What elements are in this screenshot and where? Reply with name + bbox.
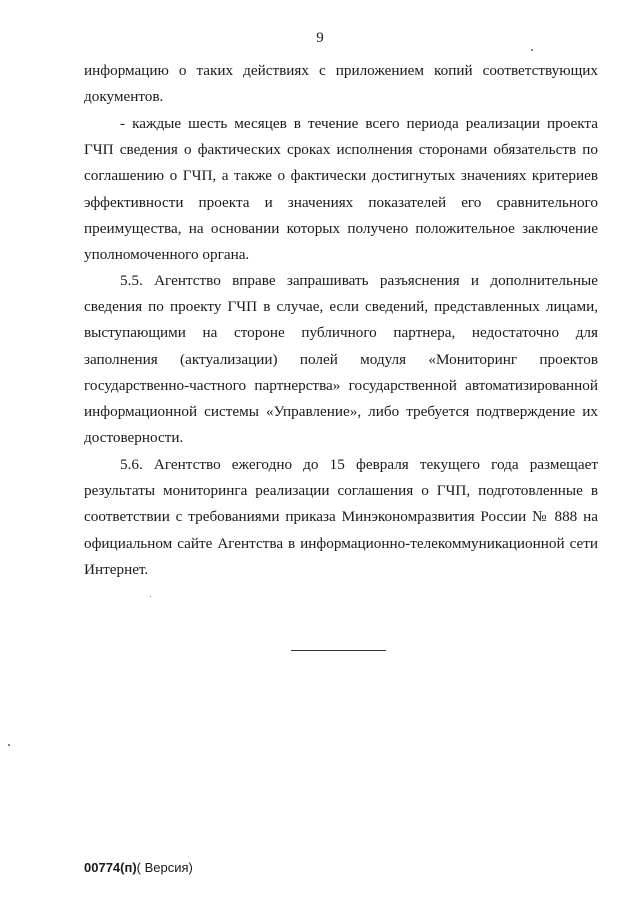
paragraph-semiannual-reporting: - каждые шесть месяцев в течение всего периода реализации проекта ГЧП сведения о фактических сроках исполнения сторонами обязательств по соглашению о ГЧП, а также о фактически достигнутых значениях критериев эффективности проекта и значениях показателей его сравнительного преимущества, на основании которых получено положительное заключение уполномоченного органа. bbox=[84, 115, 598, 264]
end-of-text-divider bbox=[291, 650, 386, 651]
scan-speck bbox=[150, 596, 151, 597]
scan-speck bbox=[531, 49, 533, 51]
scan-speck bbox=[8, 744, 10, 746]
document-footer-code bbox=[84, 860, 193, 875]
page-number: 9 bbox=[316, 30, 324, 46]
paragraph-5-6: 5.6. Агентство ежегодно до 15 февраля текущего года размещает результаты мониторинга реализации соглашения о ГЧП, подготовленные в соответствии с требованиями приказа Минэкономразвития России № 888 на официальном сайте Агентства в информационно-телекоммуникационной сети Интернет. bbox=[84, 456, 598, 578]
footer-version-label: ( Версия) bbox=[136, 860, 193, 875]
paragraph-continuation: информацию о таких действиях с приложением копий соответствующих документов. bbox=[84, 62, 598, 106]
footer-document-number: 00774(п) bbox=[84, 860, 137, 875]
paragraph-5-5: 5.5. Агентство вправе запрашивать разъяснения и дополнительные сведения по проекту ГЧП в случае, если сведений, представленных лицами, выступающими на стороне публичного партнера, недостаточно для заполнения (актуализации) полей модуля «Мониторинг проектов государственно-частного партнерства» государственной автоматизированной информационной системы «Управление», либо требуется подтверждение их достоверности. bbox=[84, 272, 598, 447]
